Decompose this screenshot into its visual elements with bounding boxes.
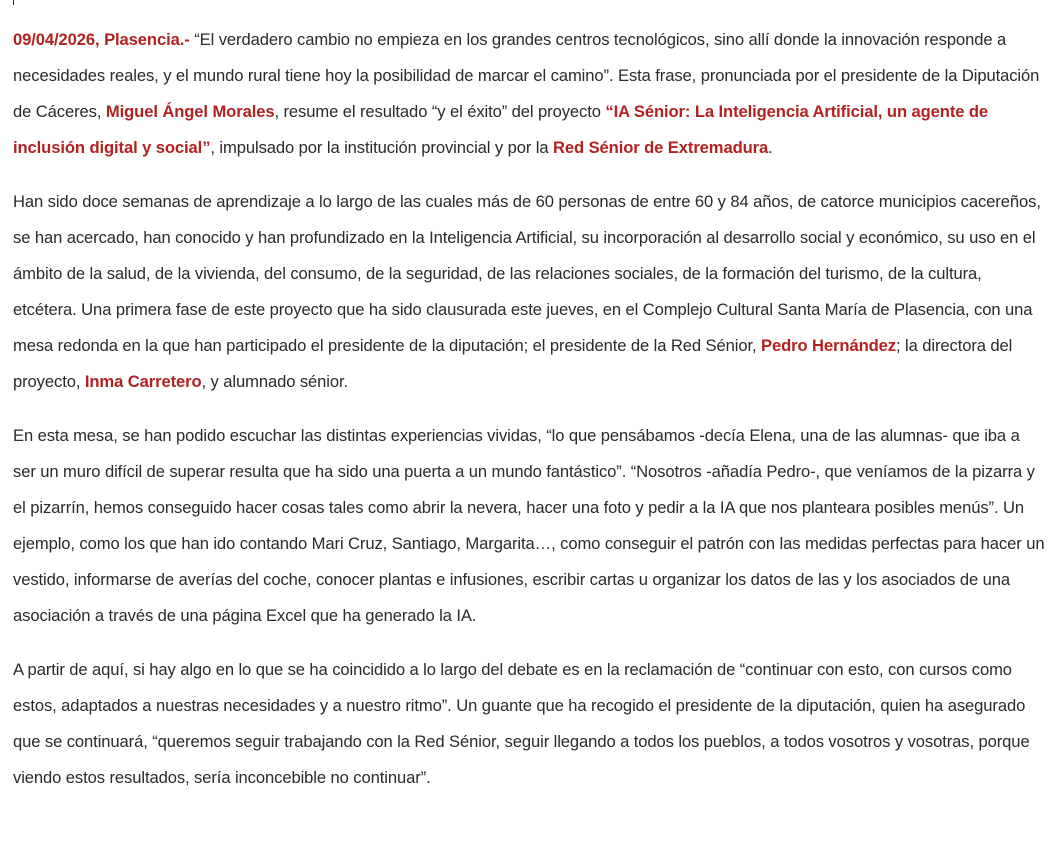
paragraph-1-text-4: . — [768, 138, 773, 157]
paragraph-1-text-3: , impulsado por la institución provincial y por la — [210, 138, 554, 157]
dateline: 09/04/2026, Plasencia.- — [13, 30, 190, 49]
news-article — [13, 22, 1045, 814]
person-inma-carretero: Inma Carretero — [84, 372, 202, 391]
paragraph-1-text-1: “El verdadero cambio no empieza en los grandes centros tecnológicos, sino allí donde la innovación responde a necesidades reales, y el mundo rural tiene hoy la posibilidad de marcar el camino”. Esta frase, pronunciada por el presidente de la Diputación de Cáceres, — [13, 30, 1040, 121]
organization-red-senior: Red Sénior de Extremadura — [553, 138, 769, 157]
person-miguel-angel-morales: Miguel Ángel Morales — [105, 102, 275, 121]
top-divider-mark — [13, 0, 14, 5]
paragraph-1-text-2: , resume el resultado “y el éxito” del proyecto — [274, 102, 606, 121]
paragraph-1 — [13, 22, 1045, 166]
paragraph-4: A partir de aquí, si hay algo en lo que se ha coincidido a lo largo del debate es en la reclamación de “continuar con esto, con cursos como estos, adaptados a nuestras necesidades y a nuestro ritmo”. Un guante que ha recogido el presidente de la diputación, quien ha asegurado que se continuará, “queremos seguir trabajando con la Red Sénior, seguir llegando a todos los pueblos, a todos vosotros y vosotras, porque viendo estos resultados, sería inconcebible no continuar”. — [13, 660, 1030, 787]
paragraph-2-text-3: , y alumnado sénior. — [201, 372, 349, 391]
paragraph-2-text-2: ; la directora del proyecto, — [13, 336, 1013, 391]
project-name: “IA Sénior: La Inteligencia Artificial, un agente de inclusión digital y social” — [13, 102, 989, 157]
person-pedro-hernandez: Pedro Hernández — [761, 336, 896, 355]
paragraph-3: En esta mesa, se han podido escuchar las distintas experiencias vividas, “lo que pensábamos -decía Elena, una de las alumnas- que iba a ser un muro difícil de superar resulta que ha sido una puerta a un mundo fantástico”. “Nosotros -añadía Pedro-, que veníamos de la pizarra y el pizarrín, hemos conseguido hacer cosas tales como abrir la nevera, hacer una foto y pedir a la IA que nos planteara posibles menús”. Un ejemplo, como los que han ido contando Mari Cruz, Santiago, Margarita…, como conseguir el patrón con las medidas perfectas para hacer un vestido, informarse de averías del coche, conocer plantas e infusiones, escribir cartas u organizar los datos de las y los asociados de una asociación a través de una página Excel que ha generado la IA. — [13, 426, 1045, 625]
paragraph-2-text-1: Han sido doce semanas de aprendizaje a lo largo de las cuales más de 60 personas de entre 60 y 84 años, de catorce municipios cacereños, se han acercado, han conocido y han profundizado en la Inteligencia Artificial, su incorporación al desarrollo social y económico, su uso en el ámbito de la salud, de la vivienda, del consumo, de la seguridad, de las relaciones sociales, de la formación del turismo, de la cultura, etcétera. Una primera fase de este proyecto que ha sido clausurada este jueves, en el Complejo Cultural Santa María de Plasencia, con una mesa redonda en la que han participado el presidente de la diputación; el presidente de la Red Sénior, — [13, 192, 1041, 355]
paragraph-2 — [13, 184, 1045, 400]
